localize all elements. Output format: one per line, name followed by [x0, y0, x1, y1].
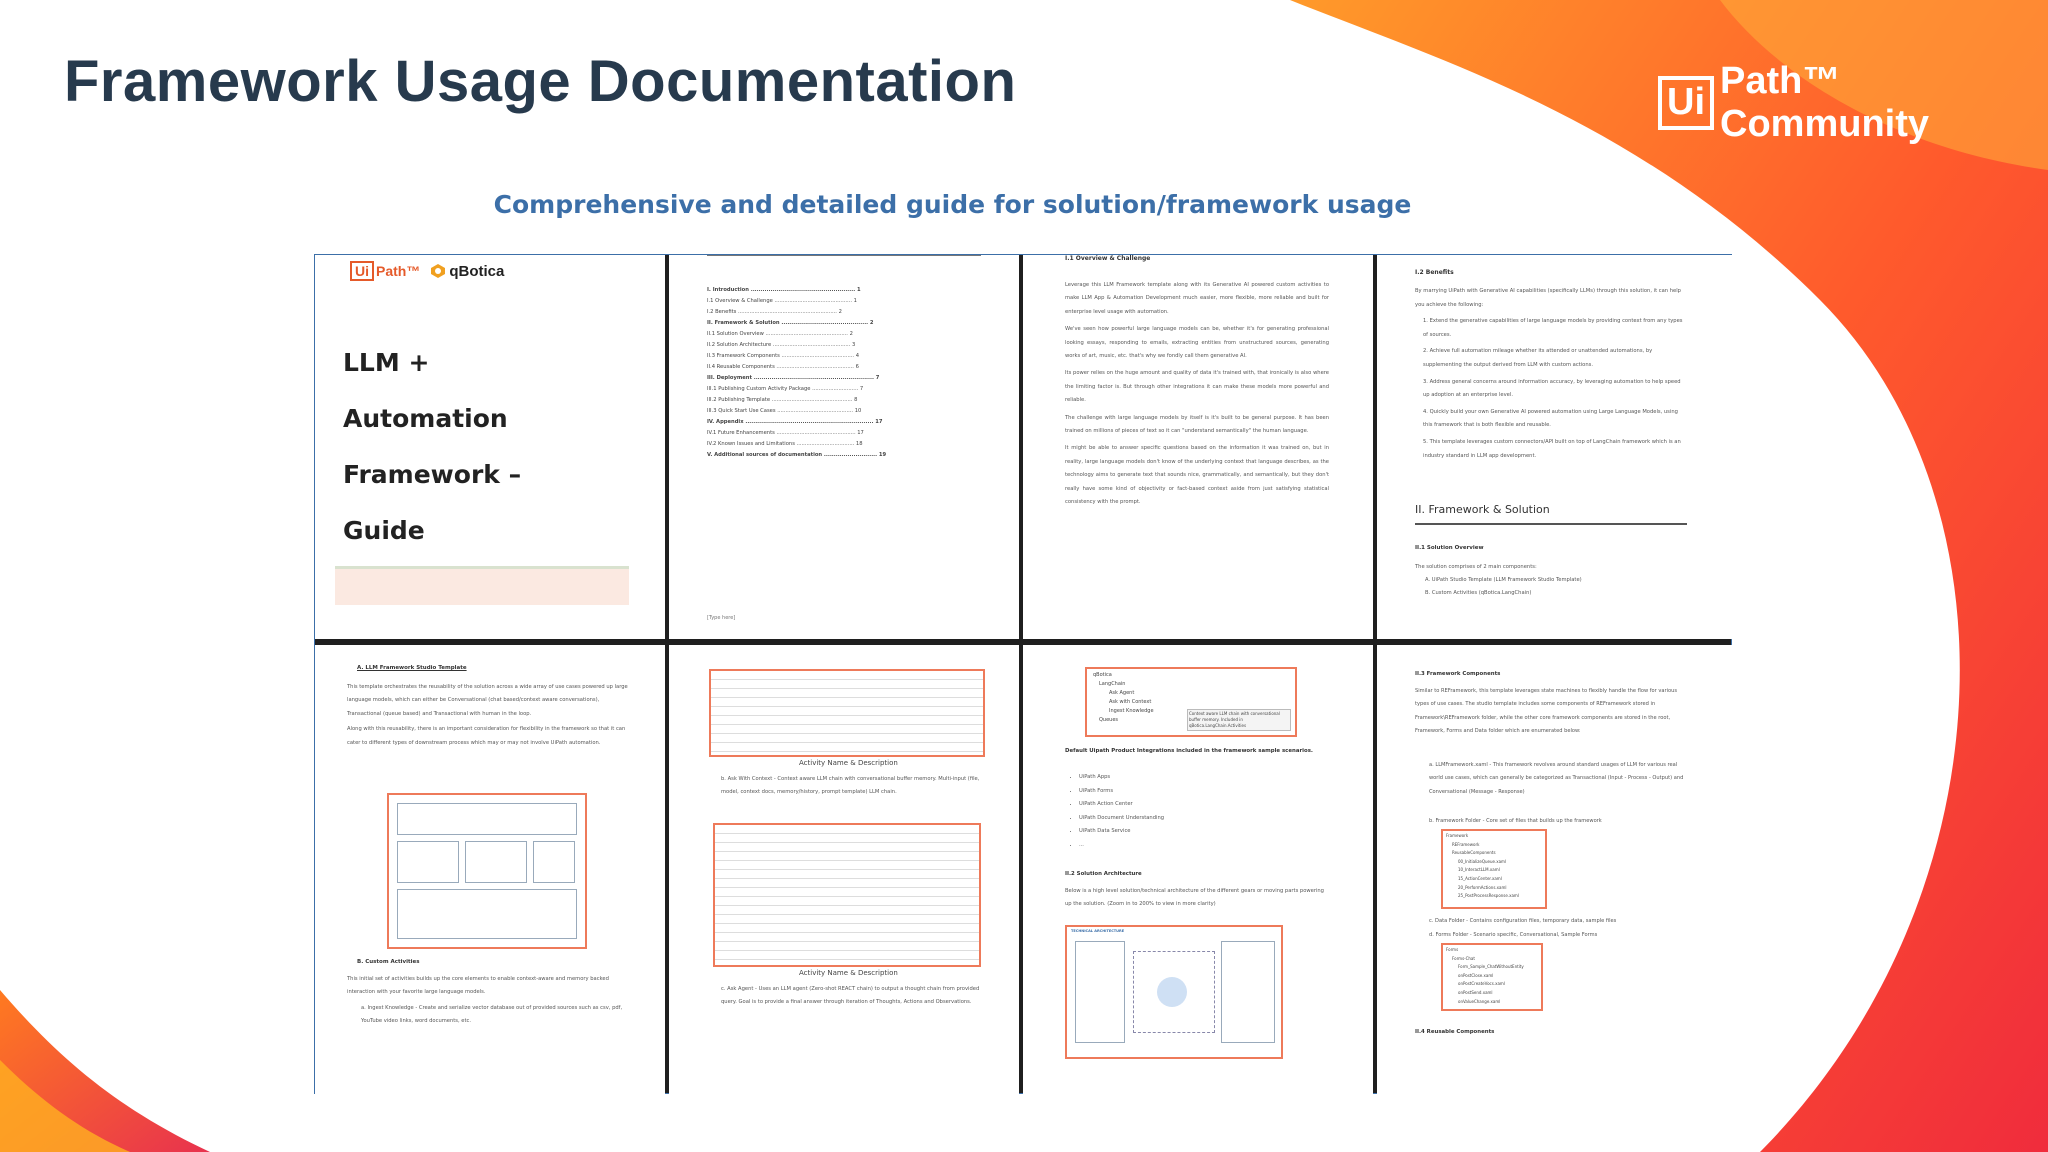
custom-activities-heading: B. Custom Activities	[357, 959, 420, 965]
doc-page-integrations	[1023, 645, 1373, 1095]
toc-entry: I.1 Overview & Challenge ............................................... 1	[707, 298, 857, 304]
tree-node: onPostCreateVocs.xaml	[1458, 981, 1505, 987]
doc-page-template	[315, 645, 665, 1095]
tree-node: 00_InitializeQueue.xaml	[1458, 858, 1507, 864]
toc-entry: II.2 Solution Architecture ............................................... 3	[707, 342, 856, 348]
activity-table-caption: Activity Name & Description	[799, 759, 898, 767]
activity-table-2	[713, 823, 981, 967]
tree-node: Ingest Knowledge	[1109, 708, 1154, 714]
cover-title-line: Automation	[343, 404, 508, 433]
cover-decorative-bar	[335, 566, 629, 605]
tree-node: REFramework	[1452, 841, 1480, 847]
diagram-state	[397, 803, 577, 835]
doc-page-benefits	[1377, 255, 1734, 639]
reusable-components-heading: II.4 Reusable Components	[1415, 1029, 1495, 1035]
diagram-state	[465, 841, 527, 883]
integrations-heading: Default Uipath Product Integrations included in the framework sample scenarios.	[1065, 748, 1313, 754]
tree-node: 20_PerformActions.xaml	[1458, 884, 1507, 890]
tree-node: Framework	[1446, 833, 1469, 838]
components-item: a. LLMFramework.xaml - This framework revolves around standard usages of LLM for various real world use cases, which can generally be categorized as Transactional (Input - Process - Output) and Conversational (Message - Response)	[1429, 762, 1684, 795]
tree-node: 10_InteractLLM.xaml	[1458, 867, 1500, 873]
benefits-item: 3. Address general concerns around information accuracy, by leveraging automation to help speed up adoption at an enterprise level.	[1423, 378, 1681, 399]
qbotica-logo-text: qBotica	[449, 262, 505, 280]
doc-page-components	[1377, 645, 1734, 1095]
ask-with-context-item: b. Ask With Context - Context aware LLM chain with conversational buffer memory. Multi-input (file, model, context docs, memory/history, prompt template) LLM chain.	[721, 776, 980, 796]
solution-component: B. Custom Activities (qBotica.LangChain)	[1425, 590, 1532, 596]
slide-subtitle: Comprehensive and detailed guide for solution/framework usage	[493, 190, 1412, 219]
framework-solution-heading: II. Framework & Solution	[1415, 503, 1550, 516]
template-paragraph: This template orchestrates the reusability of the solution across a wide array of use cases powered up large language models, which can either be Conversational (chat based/context aware conversations), Transactional (queue based) and Transactional with human in the loop.	[347, 684, 628, 717]
integration-item: • UiPath Data Service	[1079, 825, 1164, 839]
architecture-text: Below is a high level solution/technical architecture of the different gears or moving parts powering up the solution. (Zoom in to 200% to view in more clarity)	[1065, 888, 1324, 908]
toc-footer: [Type here]	[707, 615, 736, 621]
overview-paragraph: It might be able to answer specific questions based on the information it was trained on, but in reality, large language models don't know of the underlying context that language describes, as the technology aims to generate text that sounds nice, grammatically, and semantically, but they don't really have some kind of objectivity or fact-based context aside from just satisfying statistical consistency with the prompt.	[1065, 445, 1329, 506]
overview-paragraph: The challenge with large language models by itself is it's built to be general purpose. It has been trained on millions of pieces of text so it can "understand semantically" the human language.	[1065, 414, 1329, 435]
tree-node: onValueChange.xaml	[1458, 998, 1501, 1004]
tree-node: onPostSend.xaml	[1458, 989, 1493, 995]
benefits-item: 5. This template leverages custom connectors/API built on top of LangChain framework which is an industry standard in LLM app development.	[1423, 438, 1681, 459]
toc-entry: I. Introduction ..................................................... 1	[707, 287, 861, 293]
qbotica-logo	[430, 263, 504, 280]
toc-entry: III.2 Publishing Template ................................................. 8	[707, 397, 858, 403]
doc-page-overview	[1023, 255, 1373, 639]
ask-agent-item: c. Ask Agent - Uses an LLM agent (Zero-shot REACT chain) to output a thought chain from provided query. Goal is to provide a final answer through iteration of Thoughts, Actions and Observations.	[721, 986, 980, 1006]
toc-entry: II. Framework & Solution ............................................ 2	[707, 320, 874, 326]
architecture-label: TECHNICAL ARCHITECTURE	[1071, 929, 1125, 933]
integration-item: • UiPath Apps	[1079, 771, 1164, 785]
architecture-block	[1075, 941, 1125, 1043]
toc-entry: II.4 Reusable Components ............................................... 6	[707, 364, 859, 370]
cover-title-line: Framework –	[343, 460, 522, 489]
activities-tree	[1093, 671, 1154, 725]
components-heading: II.3 Framework Components	[1415, 671, 1501, 677]
custom-activities-paragraph: This initial set of activities builds up the core elements to enable context-aware and memory backed interaction with your favorite large language models.	[347, 976, 609, 996]
toc-entry: IV. Appendix ................................................................. 17	[707, 419, 883, 425]
architecture-hub	[1157, 977, 1187, 1007]
tree-node: ReusableComponents	[1452, 850, 1496, 856]
tree-node: 15_ActionCenter.xaml	[1458, 875, 1502, 881]
tree-node: Forms	[1446, 947, 1459, 952]
components-item: d. Forms Folder - Scenario specific, Conversational, Sample Forms	[1429, 932, 1598, 938]
custom-activities-body	[347, 973, 631, 1029]
components-item: b. Framework Folder - Core set of files that builds up the framework	[1429, 818, 1602, 824]
toc-entry: I.2 Benefits ............................................................ 2	[707, 309, 842, 315]
architecture-diagram	[1065, 925, 1283, 1059]
architecture-heading: II.2 Solution Architecture	[1065, 871, 1142, 877]
doc-page-toc	[669, 255, 1019, 639]
components-item: c. Data Folder - Contains configuration files, temporary data, sample files	[1429, 918, 1617, 924]
toc-list	[707, 285, 987, 461]
uipath-community-logo	[1658, 60, 2048, 146]
tree-node: qBotica	[1093, 672, 1112, 678]
tree-node: Ask with Context	[1109, 699, 1152, 705]
solution-component: A. UiPath Studio Template (LLM Framework Studio Template)	[1425, 577, 1582, 583]
cover-logos	[350, 261, 504, 281]
activities-panel-screenshot	[1085, 667, 1297, 737]
benefits-heading: I.2 Benefits	[1415, 269, 1454, 276]
overview-paragraph: Leverage this LLM Framework template along with its Generative AI powered custom activities to make LLM App & Automation Development much easier, more flexible, more reliable and built for enterprise level usage with automation.	[1065, 282, 1329, 315]
integration-item: • UiPath Action Center	[1079, 798, 1164, 812]
toc-entry: IV.1 Future Enhancements ................................................ 17	[707, 430, 864, 436]
template-heading: A. LLM Framework Studio Template	[357, 665, 467, 671]
toc-entry: III. Deployment ............................................................. 7	[707, 375, 880, 381]
tree-node: Queues	[1099, 717, 1119, 723]
tree-node: Form_Sample_ChatWithoutEntity	[1458, 964, 1524, 970]
diagram-state	[397, 889, 577, 939]
toc-entry: III.3 Quick Start Use Cases .............................................. 10	[707, 408, 862, 414]
integration-item: • UiPath Document Understanding	[1079, 812, 1164, 826]
architecture-block	[1221, 941, 1275, 1043]
toc-entry: II.3 Framework Components ............................................ 4	[707, 353, 859, 359]
forms-tree	[1446, 946, 1524, 1006]
benefits-item: 1. Extend the generative capabilities of large language models by providing context from any types of sources.	[1423, 318, 1683, 338]
diagram-state	[397, 841, 459, 883]
section-rule	[1415, 523, 1687, 525]
document-page-grid	[314, 254, 1732, 1094]
logo-ui-box: Ui	[1658, 76, 1714, 130]
cover-title-line: LLM +	[343, 348, 430, 377]
overview-paragraph: Its power relies on the huge amount and quality of data it's trained with, that ironically is also where the limiting factor is. But through other integrations it can make these models more powerful and reliable.	[1065, 370, 1329, 404]
benefits-item: 4. Quickly build your own Generative AI powered automation using Large Language Models, using this framework that is both flexible and reusable.	[1423, 408, 1678, 429]
framework-folder-screenshot	[1441, 829, 1547, 909]
logo-text: Path™ Community	[1720, 60, 1929, 145]
integrations-list	[1065, 771, 1164, 853]
toc-entry: IV.2 Known Issues and Limitations ................................... 18	[707, 441, 863, 447]
cover-title-line: Guide	[343, 516, 425, 545]
benefits-body	[1415, 285, 1687, 466]
doc-page-activities	[669, 645, 1019, 1095]
uipath-logo-ui: Ui	[350, 261, 374, 281]
doc-page-cover	[315, 255, 665, 639]
template-body	[347, 681, 631, 750]
tree-node: LangChain	[1099, 681, 1126, 687]
activity-table-caption: Activity Name & Description	[799, 969, 898, 977]
integration-item: • ...	[1079, 839, 1164, 853]
overview-heading: I.1 Overview & Challenge	[1065, 255, 1151, 262]
tree-node: onPostClose.xaml	[1458, 972, 1494, 978]
slide-title: Framework Usage Documentation	[64, 49, 1017, 114]
toc-top-rule	[707, 255, 981, 256]
tree-node: Forms-Chat	[1452, 955, 1475, 961]
tree-node: Ask Agent	[1109, 690, 1135, 696]
toc-entry: III.1 Publishing Custom Activity Package ............................ 7	[707, 386, 864, 392]
template-diagram-screenshot	[387, 793, 587, 949]
template-paragraph: Along with this reusability, there is an important consideration for flexibility in the framework so that it can cater to different types of downstream process which may or may not involve UiPath automation.	[347, 726, 626, 746]
cover-title	[343, 335, 521, 559]
overview-body	[1065, 279, 1329, 514]
integration-item: • UiPath Forms	[1079, 785, 1164, 799]
forms-folder-screenshot	[1441, 943, 1543, 1011]
framework-tree	[1446, 832, 1519, 901]
solution-overview-body	[1415, 561, 1687, 600]
benefits-intro: By marrying UiPath with Generative AI capabilities (specifically LLMs) through this solution, it can help you achieve the following:	[1415, 288, 1681, 308]
activity-table-1	[709, 669, 985, 757]
toc-entry: V. Additional sources of documentation ........................... 19	[707, 452, 887, 458]
uipath-logo-path: Path™	[376, 263, 421, 279]
benefits-item: 2. Achieve full automation mileage whether its attended or unattended automations, by supplementing the output derived from LLM with custom actions.	[1423, 348, 1653, 368]
ingest-knowledge-item: a. Ingest Knowledge - Create and serialize vector database out of provided sources such as csv, pdf, YouTube video links, word documents, etc.	[361, 1004, 623, 1025]
toc-entry: II.1 Solution Overview .................................................. 2	[707, 331, 853, 337]
components-intro: Similar to REFramework, this template leverages state machines to flexibly handle the flow for various types of use cases. The studio template includes some components of REFramework stored in Framework\REFramework folder, while the other core framework components are stored in the root, Framework, Forms and Data folder which are enumerated below:	[1415, 688, 1677, 735]
uipath-logo	[350, 261, 420, 281]
overview-paragraph: We've seen how powerful large language models can be, whether it's for generating professional looking essays, responding to emails, extracting entities from unstructured sources, generating works of art, music, etc. that's why we fondly call them generative AI.	[1065, 326, 1329, 360]
diagram-state	[533, 841, 575, 883]
tree-node: 25_PostProcessResponse.xaml	[1458, 893, 1519, 899]
activity-tooltip: Context aware LLM chain with conversational buffer memory. Included in qBotica.LangChain.Activities	[1187, 709, 1291, 731]
solution-overview-heading: II.1 Solution Overview	[1415, 545, 1484, 551]
solution-overview-intro: The solution comprises of 2 main components:	[1415, 564, 1537, 570]
qbotica-logo-icon	[430, 263, 446, 279]
